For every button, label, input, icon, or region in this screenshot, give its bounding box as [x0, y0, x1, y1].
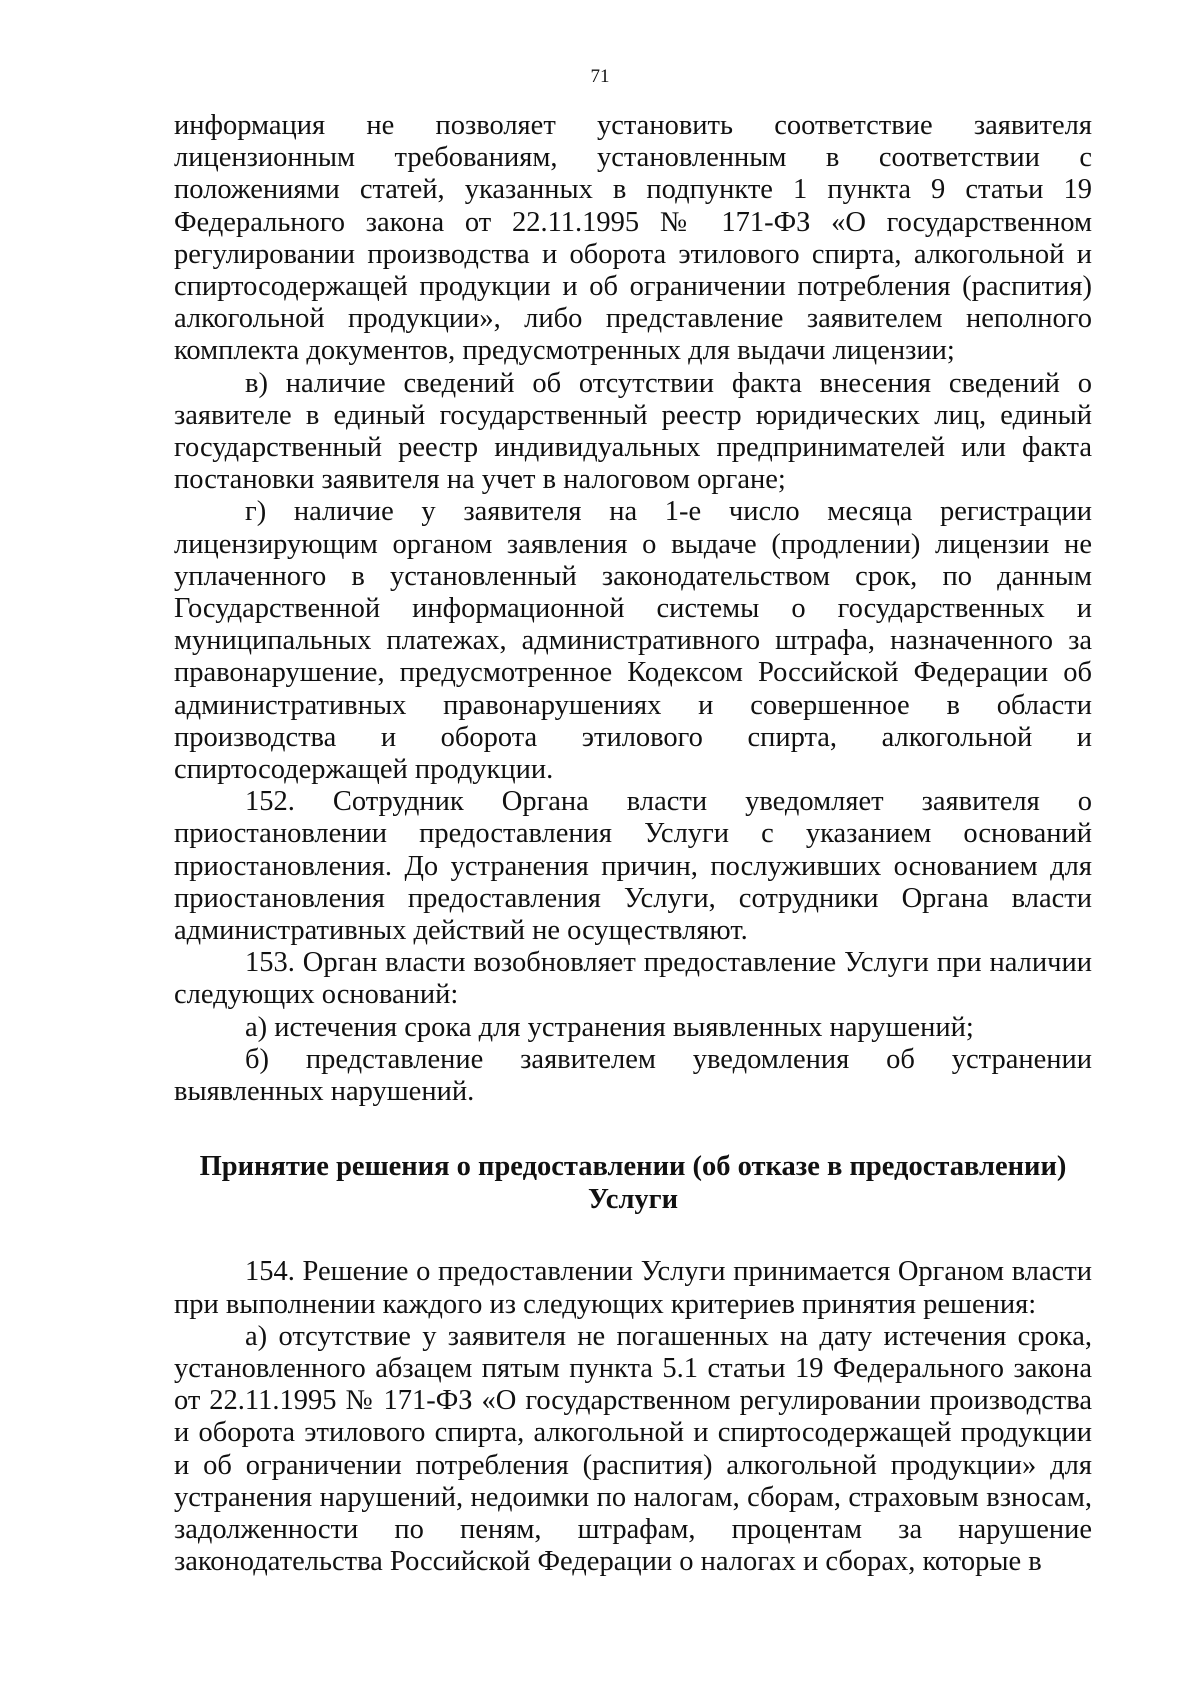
paragraph: 154. Решение о предоставлении Услуги принимается Органом власти при выполнении каждого из следующих критериев принятия решения: [174, 1256, 1092, 1320]
page-number: 71 [590, 66, 610, 87]
document-body [174, 110, 1092, 1578]
paragraph: а) отсутствие у заявителя не погашенных на дату истечения срока, установленного абзацем пятым пункта 5.1 статьи 19 Федерального закона от 22.11.1995 № 171-ФЗ «О государственном регулировании производства и оборота этилового спирта, алкогольной и спиртосодержащей продукции и об ограничении потребления (распития) алкогольной продукции» для устранения нарушений, недоимки по налогам, сборам, страховым взносам, задолженности по пеням, штрафам, процентам за нарушение законодательства Российской Федерации о налогах и сборах, которые в [174, 1320, 1092, 1578]
paragraphs-before-heading [174, 110, 1092, 1108]
paragraph: а) истечения срока для устранения выявленных нарушений; [245, 1011, 974, 1043]
paragraph: 152. Сотрудник Органа власти уведомляет заявителя о приостановлении предоставления Услуги с указанием оснований приостановления. До устранения причин, послуживших основанием для приостановления предоставления Услуги, сотрудники Органа власти административных действий не осуществляют. [174, 786, 1092, 947]
section-heading [174, 1150, 1092, 1216]
paragraph: в) наличие сведений об отсутствии факта внесения сведений о заявителе в единый государственный реестр юридических лиц, единый государственный реестр индивидуальных предпринимателей или факта постановки заявителя на учет в налоговом органе; [174, 367, 1092, 496]
paragraph: 153. Орган власти возобновляет предоставление Услуги при наличии следующих оснований: [174, 947, 1092, 1011]
section-heading-line: Услуги [587, 1184, 679, 1216]
paragraphs-after-heading [174, 1256, 1092, 1578]
paragraph: б) представление заявителем уведомления об устранении выявленных нарушений. [174, 1043, 1092, 1108]
paragraph: информация не позволяет установить соответствие заявителя лицензионным требованиям, установленным в соответствии с положениями статей, указанных в подпункте 1 пункта 9 статьи 19 Федерального закона от 22.11.1995 № 171-ФЗ «О государственном регулировании производства и оборота этилового спирта, алкогольной и спиртосодержащей продукции и об ограничении потребления (распития) алкогольной продукции», либо представление заявителем неполного комплекта документов, предусмотренных для выдачи лицензии; [174, 110, 1092, 367]
section-heading-line: Принятие решения о предоставлении (об отказе в предоставлении) [199, 1151, 1067, 1183]
paragraph: г) наличие у заявителя на 1-е число месяца регистрации лицензирующим органом заявления о выдаче (продлении) лицензии не уплаченного в установленный законодательством срок, по данным Государственной информационной системы о государственных и муниципальных платежах, административного штрафа, назначенного за правонарушение, предусмотренное Кодексом Российской Федерации об административных правонарушениях и совершенное в области производства и оборота этилового спирта, алкогольной и спиртосодержащей продукции. [174, 496, 1092, 786]
